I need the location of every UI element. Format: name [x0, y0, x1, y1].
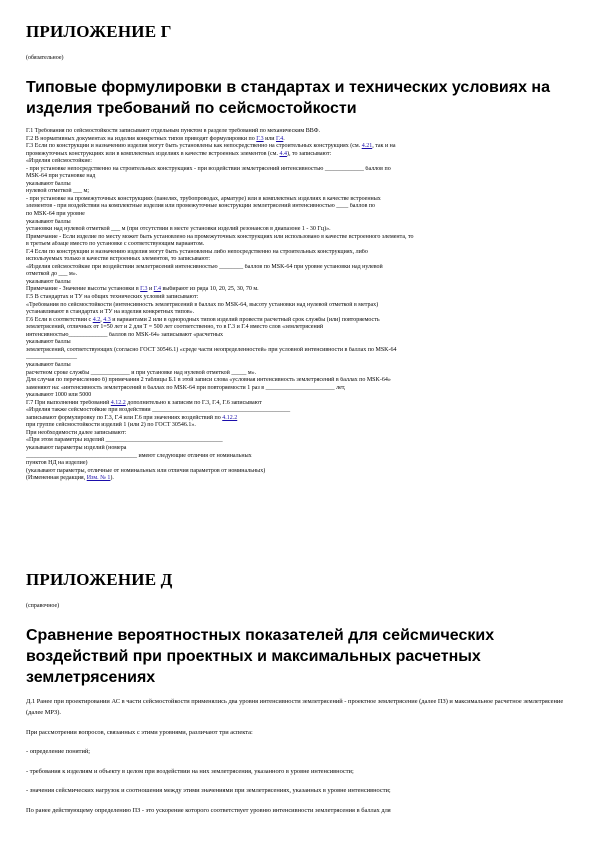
cross-reference-link[interactable]: 4.21 [361, 143, 373, 150]
body-text: Г.4 Если по конструкции и назначению изделия могут быть установлены либо непосредственно на строительных конструкциях, либо [26, 248, 368, 255]
body-line [26, 264, 576, 272]
body-line [26, 309, 576, 317]
appendix-d-heading: ПРИЛОЖЕНИЕ Д [26, 570, 173, 589]
body-text: записывают формулировку по Г.3, Г.4 или Г.6 при значениях воздействий по [26, 414, 223, 421]
body-line [26, 377, 576, 385]
body-line [26, 196, 576, 204]
body-line [26, 422, 576, 430]
body-line [26, 219, 576, 227]
appendix-g-heading: ПРИЛОЖЕНИЕ Г [26, 22, 172, 41]
body-text: ), то записывают: [286, 150, 332, 157]
body-text: Г.5 В стандартах и ТУ на общих технических условий записывают: [26, 294, 199, 301]
body-text: Примечание - Если изделие по месту может быть установлено на промежуточных конструкциях или использовано в качестве встроенного элемента, то [26, 233, 414, 240]
body-text: (Измененная редакция, [26, 475, 87, 482]
cross-reference-link[interactable]: 4.2 [92, 316, 101, 323]
cross-reference-link[interactable]: 4.12.2 [222, 414, 238, 421]
appendix-d-paragraph-3: - определение понятий; [26, 748, 91, 755]
body-text: элементов - при воздействии на комплектные изделия или промежуточные конструкции землетрясений интенсивностью ____ баллов по [26, 203, 376, 210]
body-line [26, 188, 576, 196]
appendix-d-paragraph-4: - требования к изделиям и объекту в целом при воздействии на них землетрясения, указанного в уровне интенсивности; [26, 768, 354, 775]
body-text: в третьем абзаце вместо по установке с соответствующим вариантом. [26, 241, 205, 248]
body-text: выбирают из ряда 10, 20, 25, 30, 70 м. [160, 286, 259, 293]
body-text: (указывают параметры, отличные от номинальных или отличия параметров от номинальных) [26, 467, 266, 474]
body-text: по MSK-64 при уровне [26, 211, 85, 218]
body-text: указывают баллы [26, 361, 71, 368]
body-line [26, 354, 576, 362]
body-line [26, 286, 576, 294]
body-text: и [147, 286, 154, 293]
body-text: и вариантами 2 или в однородных типов изделий провести расчетный срок службы (или) повторяемость [110, 316, 380, 323]
body-line [26, 128, 576, 136]
body-line [26, 347, 576, 355]
cross-reference-link[interactable]: Изм. № 1 [86, 475, 111, 482]
body-text: , так и на [372, 143, 396, 150]
body-line [26, 226, 576, 234]
body-line [26, 151, 576, 159]
body-text: Для случая по перечислению б) примечания 2 таблицы Б.1 в этой записи слова «условная интенсивность землетрясений в баллах по MSK-64» [26, 377, 391, 384]
body-text: пунктов НД на изделие) [26, 460, 88, 467]
body-text: дополнительно к записям по Г.3, Г.4, Г.6 записывают [125, 399, 262, 406]
body-line [26, 234, 576, 242]
cross-reference-link[interactable]: 4.12.2 [110, 399, 126, 406]
body-line [26, 332, 576, 340]
body-line [26, 256, 576, 264]
body-text: - при установке непосредственно на строительных конструкциях - при воздействии землетрясений интенсивностью _____________ баллов по [26, 165, 391, 172]
body-line [26, 302, 576, 310]
body-line [26, 460, 576, 468]
appendix-d-title: Сравнение вероятностных показателей для сейсмических воздействий при проектных и максимальных расчетных землетрясениях [26, 627, 495, 686]
body-line [26, 203, 576, 211]
body-line [26, 385, 576, 393]
body-line [26, 362, 576, 370]
body-line [26, 400, 576, 408]
body-text: MSK-64 при установке над [26, 173, 96, 180]
cross-reference-link[interactable]: Г.3 [140, 286, 148, 293]
body-line [26, 279, 576, 287]
body-text: _________________ [26, 354, 77, 361]
body-line [26, 324, 576, 332]
body-line [26, 475, 576, 483]
body-line [26, 271, 576, 279]
body-line [26, 430, 576, 438]
appendix-g-title: Типовые формулировки в стандартах и технических условиях на изделия требований по сейсмостойкости [26, 79, 550, 117]
cross-reference-link[interactable]: 4.3 [103, 316, 111, 323]
body-text: «При этом параметры изделий _______________________________________ [26, 437, 223, 444]
body-line [26, 294, 576, 302]
body-line [26, 173, 576, 181]
body-line [26, 143, 576, 151]
body-text: , [100, 316, 104, 323]
body-text: промежуточных конструкциях или в комплектных изделиях в качестве встроенных элементов (см. [26, 150, 280, 157]
body-line [26, 407, 576, 415]
body-text: указывают баллы [26, 339, 71, 346]
body-text: При необходимости далее записывают: [26, 429, 127, 436]
body-text: указывают баллы [26, 278, 71, 285]
body-line [26, 370, 576, 378]
body-line [26, 468, 576, 476]
body-text: или [263, 135, 276, 142]
cross-reference-link[interactable]: 4.4 [279, 150, 287, 157]
body-text: «Требования по сейсмостойкости (интенсивность землетрясений в баллах по MSK-64, высоту установки над нулевой отметкой в метрах) [26, 301, 379, 308]
appendix-d-paragraph-5: - значения сейсмических нагрузок и соотношения между этими значениями при землетрясениях, указанных в уровне интенсивности; [26, 787, 391, 794]
body-line [26, 317, 576, 325]
appendix-d-paragraph-6: По ранее действующему определению ПЗ - это ускорение которого соответствует уровню интенсивности землетрясения в баллах для [26, 807, 391, 814]
appendix-d-paragraph-1: Д.1 Ранее при проектировании АС в части сейсмостойкости применялись два уровня интенсивности землетрясений - проектное землетрясение (далее ПЗ) и максимальное расчетное землетрясение (далее МРЗ). [26, 698, 564, 716]
cross-reference-link[interactable]: Г.4 [276, 135, 284, 142]
body-text: указывают 1000 или 5000 [26, 392, 92, 399]
body-text: Г.2 В нормативных документах на изделия конкретных типов приводят формулировки по [26, 135, 257, 142]
body-line [26, 339, 576, 347]
body-text: «Изделия также сейсмостойкие при воздействии ______________________________________________ [26, 407, 291, 414]
body-text: устанавливают в стандартах и ТУ на изделия конкретных типов». [26, 309, 195, 316]
body-line [26, 181, 576, 189]
body-text: отметкой до ___ м». [26, 271, 78, 278]
body-text: Г.1 Требования по сейсмостойкости записывают отдельным пунктом в разделе требований по механическим ВВФ. [26, 128, 320, 134]
body-text: указывают баллы [26, 218, 71, 225]
appendix-d-status: (справочное) [26, 603, 60, 609]
body-text: землетрясений, отличных от 1=50 лет и 2 для Т = 500 лет соответственно, то в Г.3 и Г.4 вместо слов «землетрясений [26, 324, 324, 331]
body-text: - при установке на промежуточных конструкциях (панелях, трубопроводах, арматуре) или в комплектных изделиях в качестве встроенных [26, 195, 381, 202]
body-line [26, 392, 576, 400]
body-text: . [283, 135, 285, 142]
body-text: Г.7 При выполнении требований [26, 399, 111, 406]
body-line [26, 445, 576, 453]
body-text: «Изделия сейсмостойкие при воздействии землетрясений интенсивностью ________ баллов по MSK-64 при уровне установки над нулевой [26, 263, 383, 270]
body-text: Примечание - Значение высоты установки в [26, 286, 141, 293]
appendix-g-body [26, 128, 576, 483]
body-text: указывают параметры изделий (номера [26, 444, 127, 451]
body-line [26, 158, 576, 166]
body-line [26, 249, 576, 257]
body-text: установки над нулевой отметкой ___ м (при отсутствии в месте установки изделий резонансов в диапазоне 1 - 30 Гц)». [26, 226, 331, 233]
appendix-d-paragraph-2: При рассмотрении вопросов, связанных с этими уровнями, различают три аспекта: [26, 729, 253, 736]
body-text: заменяют на: «интенсивность землетрясений в баллах по MSK-64 при повторяемости 1 раз в _______________________ лет, [26, 384, 346, 391]
cross-reference-link[interactable]: Г.3 [256, 135, 264, 142]
body-text: землетрясений, соответствующих (согласно ГОСТ 30546.1) «среде части неопределенностей» при условной интенсивности в баллах по MSK-64 [26, 346, 397, 353]
body-line [26, 453, 576, 461]
body-line [26, 166, 576, 174]
body-text: интенсивностью_____________ баллов по MSK-64» записывают «расчетных [26, 331, 224, 338]
body-text: указывают баллы [26, 180, 71, 187]
body-text: при группе сейсмостойкости изделий 1 (или 2) по ГОСТ 30546.1». [26, 422, 196, 429]
body-text: Г.3 Если по конструкции и назначению изделия могут быть установлены как непосредственно на строительных конструкциях (см. [26, 143, 362, 150]
body-text: используемых только в качестве встроенных элементов, то записывают: [26, 256, 211, 263]
body-line [26, 415, 576, 423]
body-line [26, 211, 576, 219]
body-line [26, 136, 576, 144]
body-text: _____________________________________ имеют следующие отличия от номинальных [26, 452, 252, 459]
body-text: нулевой отметкой ___ м; [26, 188, 90, 195]
cross-reference-link[interactable]: Г.4 [153, 286, 161, 293]
body-text: Г.6 Если в соответствии с [26, 316, 93, 323]
body-text: расчетном сроке службы _____________ и при установке над нулевой отметкой _____ м». [26, 369, 257, 376]
body-line [26, 437, 576, 445]
body-line [26, 241, 576, 249]
appendix-g-status: (обязательное) [26, 55, 64, 61]
body-text: ). [110, 475, 114, 482]
body-text: «Изделия сейсмостойкие: [26, 158, 92, 165]
